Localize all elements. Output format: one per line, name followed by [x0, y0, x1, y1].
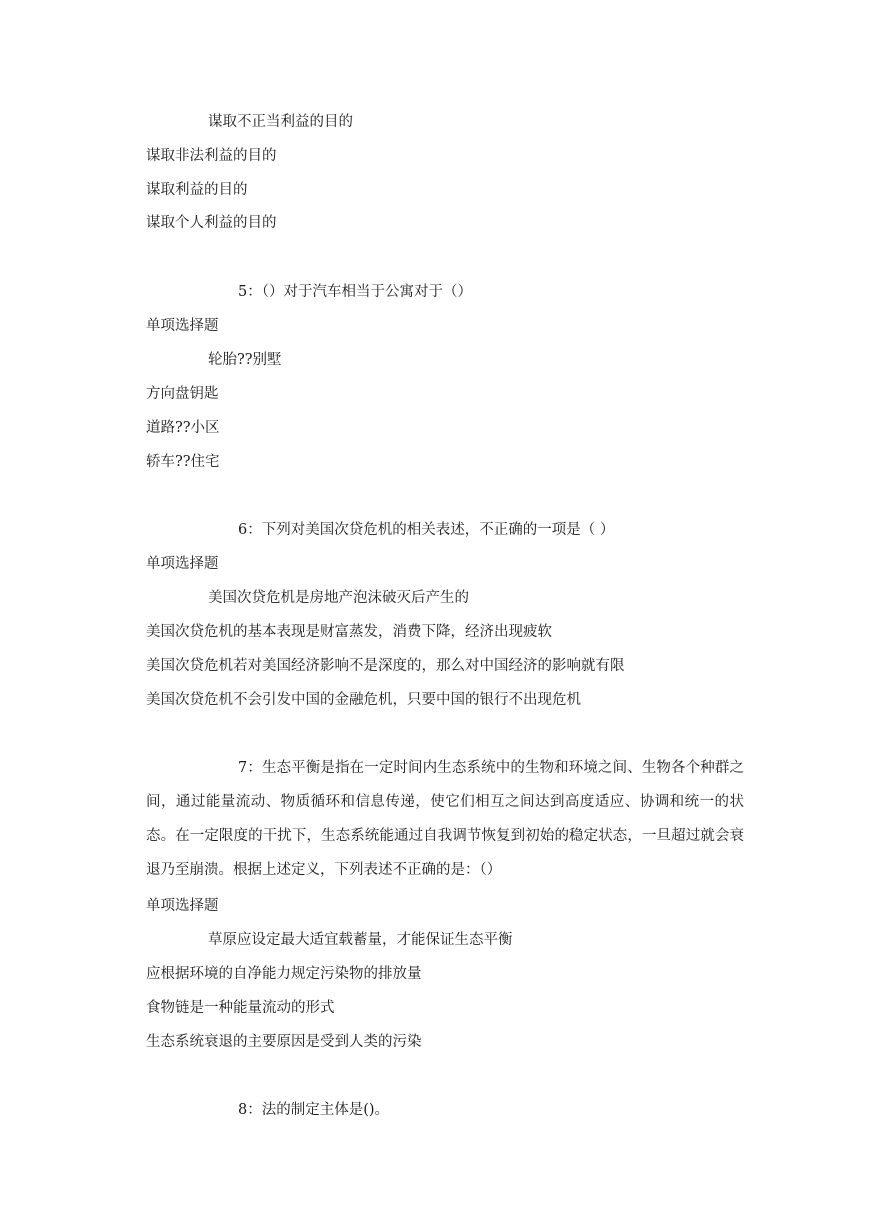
q4-option-d: 谋取个人利益的目的: [146, 215, 277, 231]
q7-type-label: 单项选择题: [146, 898, 219, 914]
q6-option-a: 美国次贷危机是房地产泡沫破灭后产生的: [208, 590, 469, 606]
q5-option-c: 道路??小区: [146, 420, 220, 436]
q6-stem: 6：下列对美国次贷危机的相关表述，不正确的一项是（ ）: [238, 522, 615, 538]
q5-type-label: 单项选择题: [146, 318, 219, 334]
q7-option-c: 食物链是一种能量流动的形式: [146, 1000, 335, 1016]
q4-option-b: 谋取非法利益的目的: [146, 148, 277, 164]
q7-option-a: 草原应设定最大适宜载蓄量，才能保证生态平衡: [208, 932, 513, 948]
q5-option-b: 方向盘钥匙: [146, 386, 219, 402]
q4-option-c: 谋取利益的目的: [146, 182, 248, 198]
q6-type-label: 单项选择题: [146, 556, 219, 572]
q4-option-a: 谋取不正当利益的目的: [208, 114, 353, 130]
q6-option-c: 美国次贷危机若对美国经济影响不是深度的，那么对中国经济的影响就有限: [146, 658, 625, 674]
q5-option-d: 轿车??住宅: [146, 454, 220, 470]
q7-option-b: 应根据环境的自净能力规定污染物的排放量: [146, 966, 422, 982]
q5-stem: 5：（）对于汽车相当于公寓对于（）: [238, 284, 472, 300]
q8-stem: 8：法的制定主体是()。: [238, 1102, 390, 1118]
q5-option-a: 轮胎??别墅: [208, 352, 282, 368]
q6-option-d: 美国次贷危机不会引发中国的金融危机，只要中国的银行不出现危机: [146, 692, 581, 708]
q7-stem: 7：生态平衡是指在一定时间内生态系统中的生物和环境之间、生物各个种群之间，通过能量流动、物质循环和信息传递，使它们相互之间达到高度适应、协调和统一的状态。在一定限度的干扰下，生态系统能通过自我调节恢复到初始的稳定状态，一旦超过就会衰退乃至崩溃。根据上述定义，下列表述不正确的是：（）: [146, 760, 744, 878]
q6-option-b: 美国次贷危机的基本表现是财富蒸发，消费下降，经济出现疲软: [146, 624, 552, 640]
q7-option-d: 生态系统衰退的主要原因是受到人类的污染: [146, 1034, 422, 1050]
